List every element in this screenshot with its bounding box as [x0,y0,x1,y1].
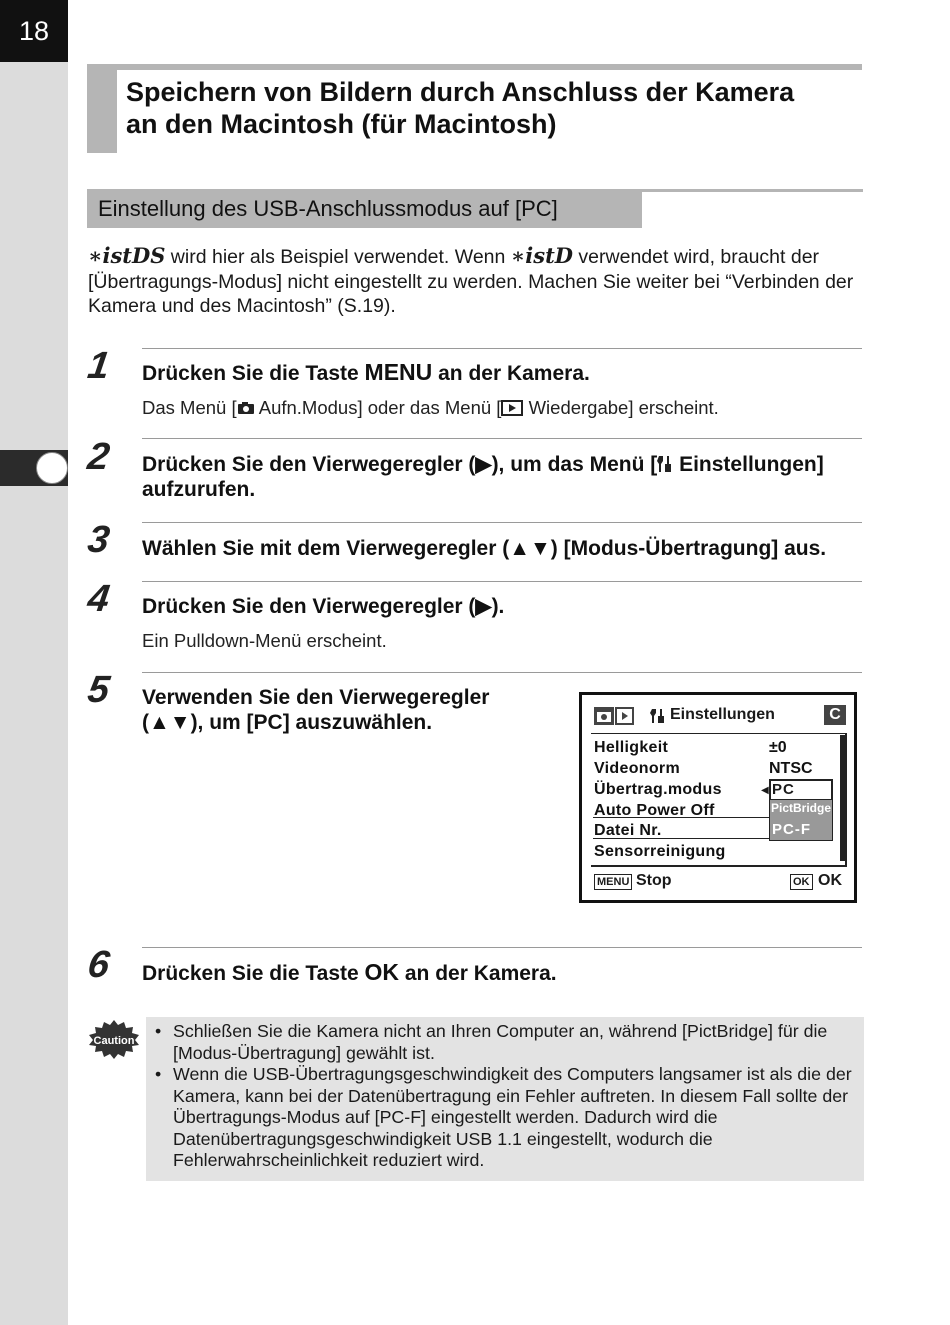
lcd-row-label: Sensorreinigung [594,843,726,860]
page-number: 18 [0,0,68,62]
lcd-row-label: Helligkeit [594,739,669,756]
lcd-footer [594,872,848,894]
camera-logo-istds: ∗istDS [88,243,166,268]
step-description: Das Menü [ Aufn.Modus] oder das Menü [ Wiedergabe] erscheint. [142,397,719,418]
dropdown-option: PictBridge [771,801,832,815]
step-title: Drücken Sie die Taste OK an der Kamera. [142,959,557,985]
lcd-menu-title: Einstellungen [670,706,775,723]
svg-text:Caution: Caution [93,1035,135,1047]
dropdown-option-selected: PC [772,781,795,798]
lcd-tab-c: C [824,705,846,725]
caution-item: • Schließen Sie die Kamera nicht an Ihren Computer an, während [PictBridge] für die [Modus-Übertragung] gewählt ist. [155,1021,855,1064]
camera-logo-istd: ∗istD [510,243,574,268]
step-number: 1 [85,345,113,387]
step-title: Drücken Sie den Vierwegeregler (▶), um das Menü [ Einstellungen] aufzurufen. [142,453,824,501]
chapter-tab-marker [36,452,68,484]
playback-icon [501,397,523,418]
camera-tab-icon [594,707,634,730]
step-title: Verwenden Sie den Vierwegeregler (▲▼), um [PC] auszuwählen. [142,686,490,734]
menu-key-label: MENU [364,359,433,385]
caution-icon [88,1019,140,1059]
step-number: 3 [85,519,113,561]
caution-item: • Wenn die USB-Übertragungsgeschwindigkeit des Computers langsamer ist als die der Kamera, kann bei der Datenübertragung ein Fehler auftreten. In diesem Fall sollte der Übertragungs-Modus auf [PC-F] eingestellt werden. Dadurch wird die Datenübertragungsgeschwindigkeit USB 1.1 eingestellt, wodurch die Fehlerwahrscheinlichkeit reduziert wird. [155,1064,855,1172]
lcd-footer-stop: Stop [636,872,672,889]
camera-lcd-screen [579,692,857,903]
step-number: 5 [85,669,113,711]
lcd-scrollbar [840,735,845,861]
ok-button-badge: OK [790,874,813,890]
lcd-row-label: Datei Nr. [594,822,662,839]
lcd-row-label: Auto Power Off [594,802,715,819]
step-number: 4 [85,578,113,620]
page-sidebar [0,0,68,1325]
step-title: Wählen Sie mit dem Vierwegeregler (▲▼) [Modus-Übertragung] aus. [142,537,827,560]
section-title-box [87,64,862,153]
subsection-heading: Einstellung des USB-Anschlussmodus auf [PC] [98,196,558,221]
step-number: 2 [85,436,113,478]
lcd-header [594,705,848,727]
lcd-row-value: ±0 [769,739,787,756]
intro-paragraph: ∗istDS wird hier als Beispiel verwendet. Wenn ∗istD verwendet wird, braucht der [Übertragungs-Modus] nicht eingestellt zu werden. Machen Sie weiter bei “Verbinden der Kamera und des Macintosh” (S.19). [88,243,854,317]
lcd-footer-ok: OK [818,872,842,889]
lcd-row-value: NTSC [769,760,813,777]
left-arrow-icon: ◀ [761,785,769,796]
lcd-dropdown [769,779,833,841]
step-title: Drücken Sie den Vierwegeregler (▶). [142,595,505,618]
ok-key-label: OK [364,959,400,985]
step-title: Drücken Sie die Taste MENU an der Kamera. [142,359,590,385]
step-number: 6 [85,944,113,986]
wrench-icon [650,708,666,729]
wrench-icon [657,453,673,476]
lcd-row-label-selected: Übertrag.modus [594,781,722,798]
camera-icon [237,397,255,418]
page-title: Speichern von Bildern durch Anschluss der Kamera an den Macintosh (für Macintosh) [126,77,795,139]
caution-list [155,1021,855,1172]
dropdown-option: PC-F [772,821,811,838]
menu-button-badge: MENU [594,874,632,890]
lcd-row-label: Videonorm [594,760,680,777]
step-description: Ein Pulldown-Menü erscheint. [142,630,387,651]
